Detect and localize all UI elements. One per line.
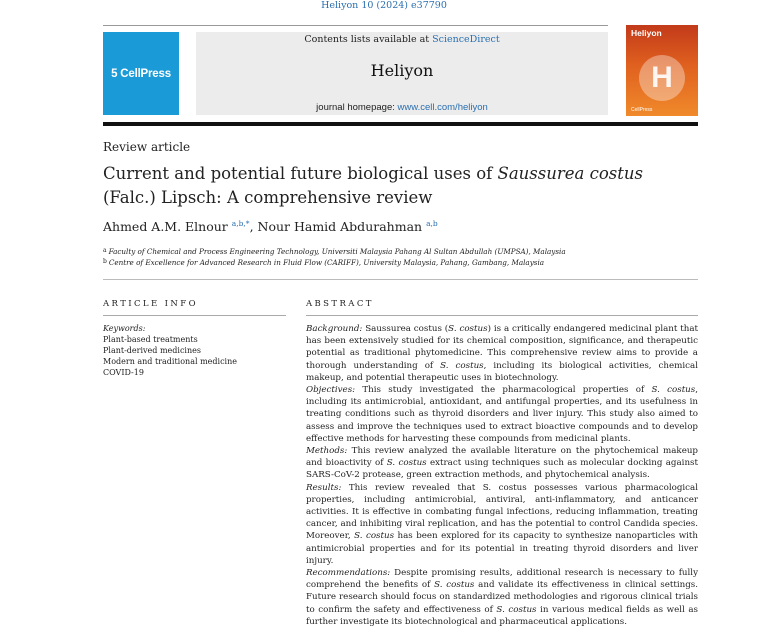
heliyon-h-icon: H (639, 55, 685, 101)
abstract-text: , including its biological activities, chemical makeup, and potential therapeutic uses in biotechnology. (306, 360, 698, 383)
abstract-text: in various medical fields as well as further investigate its biotechnological and pharmaceutical applications. (306, 604, 698, 627)
abstract-label: Background: (306, 324, 363, 334)
abstract-background (306, 323, 698, 384)
top-divider (103, 25, 608, 26)
keyword-item: Modern and traditional medicine (103, 357, 237, 366)
title-part: (Falc.) Lipsch: A comprehensive review (103, 188, 433, 207)
cover-title: Heliyon (631, 28, 662, 38)
species-name: S. costus (386, 458, 427, 469)
homepage-prefix: journal homepage: (316, 102, 395, 113)
abstract-text: , including its antimicrobial, antioxidant, and antifungal properties, and its usefulness in treating conditions such as thyroid disorders and liver injury. This study also aimed to assess and improve the techniques used to extract bioactive compounds and to develop effective methods for harvesting these compounds from medicinal plants. (306, 385, 699, 444)
keywords-block (103, 323, 293, 378)
author-separator: , (249, 219, 258, 234)
cellpress-logo[interactable] (103, 32, 179, 115)
author-affiliation-sup[interactable]: a,b,* (231, 219, 250, 228)
abstract-text: has been explored for its capacity to synthesize nanoparticles with antimicrobial properties and for its potential in treating thyroid disorders and liver injury. (306, 531, 698, 566)
abstract-text: Despite promising results, additional research is necessary to fully comprehend the benefits of (306, 568, 698, 591)
article-type: Review article (103, 140, 191, 154)
author-affiliation-sup[interactable]: a,b (426, 219, 438, 228)
affiliation (103, 247, 566, 256)
abstract-text: This review revealed that S. costus possesses various pharmacological properties, including antimicrobial, antiviral, anti-inflammatory, and anticancer activities. It is effective in combating fungal infections, reducing inflammation, treating cancer, and inhibiting viral replication, and has the potential to control Candida species. Moreover, (306, 482, 698, 542)
species-name: S. costus (448, 324, 488, 334)
abstract-label: Recommendations: (306, 568, 391, 579)
abstract-methods (306, 445, 698, 482)
abstract-objectives (306, 384, 698, 445)
abstract-label: Results: (306, 482, 342, 493)
article-info-heading: ARTICLE INFO (103, 299, 198, 309)
cellpress-logo-text: 5 CellPress (111, 67, 171, 80)
sciencedirect-link[interactable]: ScienceDirect (432, 34, 500, 45)
species-name: S. costus (354, 531, 395, 542)
article-info-divider (103, 315, 286, 316)
author-name[interactable]: Nour Hamid Abdurahman (257, 219, 423, 234)
journal-homepage-link[interactable]: www.cell.com/heliyon (397, 102, 488, 113)
contents-available-line (196, 34, 608, 45)
abstract-results (306, 482, 698, 567)
affiliation-text: Faculty of Chemical and Process Engineering Technology, Universiti Malaysia Pahang Al Sultan Abdullah (UMPSA), Malaysia (108, 247, 566, 256)
abstract-text: and validate its effectiveness in clinical settings. Future research should focus on standardized methodologies and rigorous clinical trials to confirm the safety and effectiveness of (306, 580, 699, 615)
cover-footer: CellPress (631, 107, 653, 113)
abstract-text: ) is a critically endangered medicinal plant that has been extensively studied for its chemical composition, significance, and therapeutic potential as traditional phytomedicine. This comprehensive review aims to provide a thorough understanding of (306, 324, 699, 371)
abstract-divider (306, 315, 698, 316)
author-list (103, 219, 438, 234)
journal-citation: Heliyon 10 (2024) e37790 (321, 0, 447, 11)
affiliation (103, 258, 544, 267)
journal-cover-image[interactable] (626, 25, 698, 116)
journal-title: Heliyon (370, 61, 434, 80)
abstract-body (306, 323, 698, 628)
abstract-text: This study investigated the pharmacological properties of (355, 385, 652, 396)
header-thick-divider (103, 122, 698, 126)
abstract-text: This review analyzed the available literature on the phytochemical makeup and bioactivity of (306, 446, 698, 469)
abstract-text: Saussurea costus ( (362, 324, 449, 334)
keyword-item: COVID-19 (103, 368, 144, 377)
journal-homepage-line (196, 102, 608, 113)
article-title (103, 162, 663, 210)
affiliation-text: Centre of Excellence for Advanced Research in Fluid Flow (CARIFF), University Malaysia, Pahang, Gambang, Malaysia (108, 258, 545, 267)
keyword-item: Plant-based treatments (103, 335, 198, 344)
abstract-text: extract using techniques such as molecular docking against SARS-CoV-2 protease, green extraction methods, and phytochemical analysis. (306, 458, 698, 481)
section-divider (103, 279, 698, 280)
species-name: S. costus (440, 360, 484, 371)
keywords-label: Keywords: (103, 324, 146, 333)
title-species: Saussurea costus (497, 164, 643, 183)
abstract-heading: ABSTRACT (306, 299, 374, 309)
contents-prefix: Contents lists available at (304, 34, 430, 45)
species-name: S. costus (651, 385, 696, 396)
affiliation-letter: a (103, 247, 107, 254)
abstract-label: Objectives: (306, 385, 356, 396)
affiliation-letter: b (103, 258, 107, 265)
species-name: S. costus (496, 604, 537, 615)
abstract-label: Methods: (306, 446, 348, 457)
keyword-item: Plant-derived medicines (103, 346, 201, 355)
abstract-recommendations (306, 567, 698, 628)
species-name: S. costus (434, 580, 475, 591)
title-part: Current and potential future biological uses of (103, 164, 498, 183)
author-name[interactable]: Ahmed A.M. Elnour (103, 219, 228, 234)
